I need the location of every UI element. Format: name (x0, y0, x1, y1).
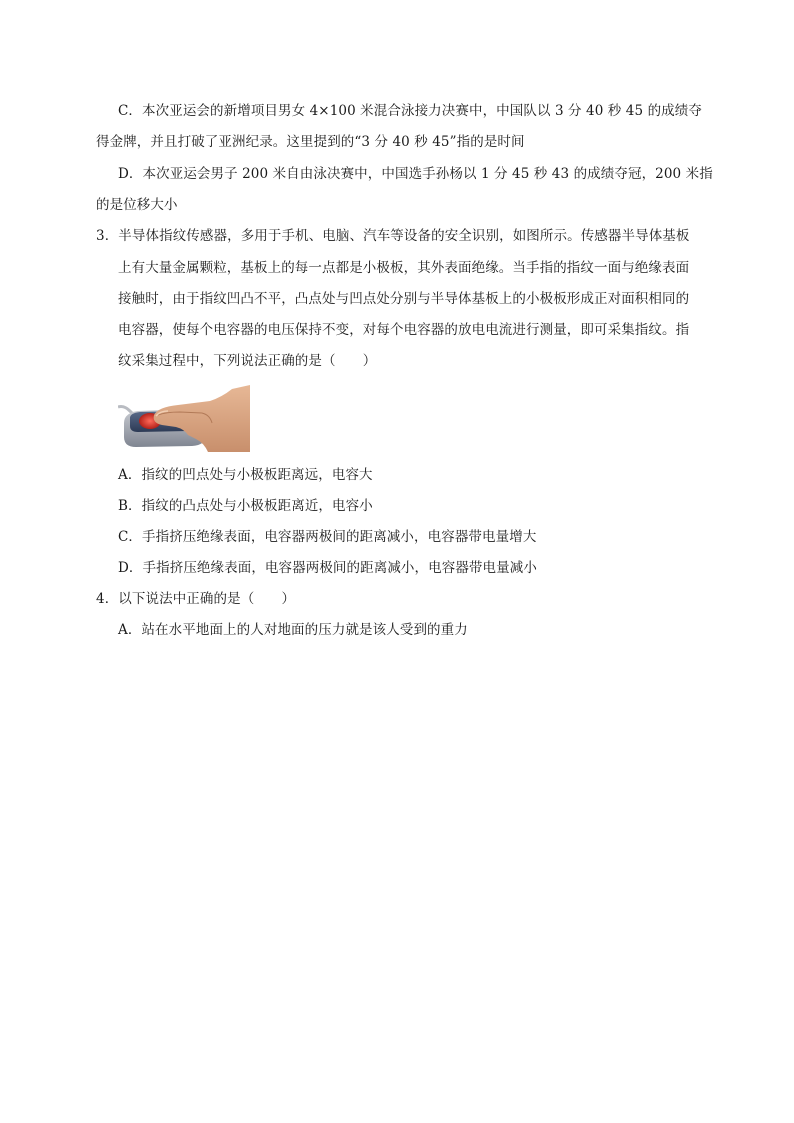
q2-option-d-line-2: 的是位移大小 (96, 197, 178, 213)
q4-stem: 4．以下说法中正确的是（ ） (96, 591, 296, 607)
q2-option-d-line-1: D．本次亚运会男子 200 米自由泳决赛中，中国选手孙杨以 1 分 45 秒 43 的成绩夺冠，200 米指 (118, 166, 713, 182)
q3-stem-line-1: 3．半导体指纹传感器，多用于手机、电脑、汽车等设备的安全识别，如图所示。传感器半导体基板 (96, 228, 690, 244)
q2-option-c-line-1: C．本次亚运会的新增项目男女 4×100 米混合泳接力决赛中，中国队以 3 分 40 秒 45 的成绩夺 (118, 103, 702, 119)
q3-stem-line-4: 电容器，使每个电容器的电压保持不变，对每个电容器的放电电流进行测量，即可采集指纹。指 (118, 322, 690, 338)
q3-stem-line-5: 纹采集过程中，下列说法正确的是（ ） (118, 353, 377, 369)
q3-option-c: C．手指挤压绝缘表面，电容器两极间的距离减小，电容器带电量增大 (118, 529, 537, 545)
fingerprint-sensor-image (118, 385, 250, 452)
q3-option-d: D．手指挤压绝缘表面，电容器两极间的距离减小，电容器带电量减小 (118, 560, 537, 576)
q3-stem-line-3: 接触时，由于指纹凹凸不平，凸点处与凹点处分别与半导体基板上的小极板形成正对面积相同的 (118, 291, 690, 307)
q3-option-a: A．指纹的凹点处与小极板距离远，电容大 (118, 467, 373, 483)
q4-option-a: A．站在水平地面上的人对地面的压力就是该人受到的重力 (118, 622, 468, 638)
q3-stem-line-2: 上有大量金属颗粒，基板上的每一点都是小极板，其外表面绝缘。当手指的指纹一面与绝缘表面 (118, 260, 690, 276)
q3-option-b: B．指纹的凸点处与小极板距离近，电容小 (118, 498, 373, 514)
q2-option-c-line-2: 得金牌，并且打破了亚洲纪录。这里提到的“3 分 40 秒 45”指的是时间 (96, 134, 525, 150)
